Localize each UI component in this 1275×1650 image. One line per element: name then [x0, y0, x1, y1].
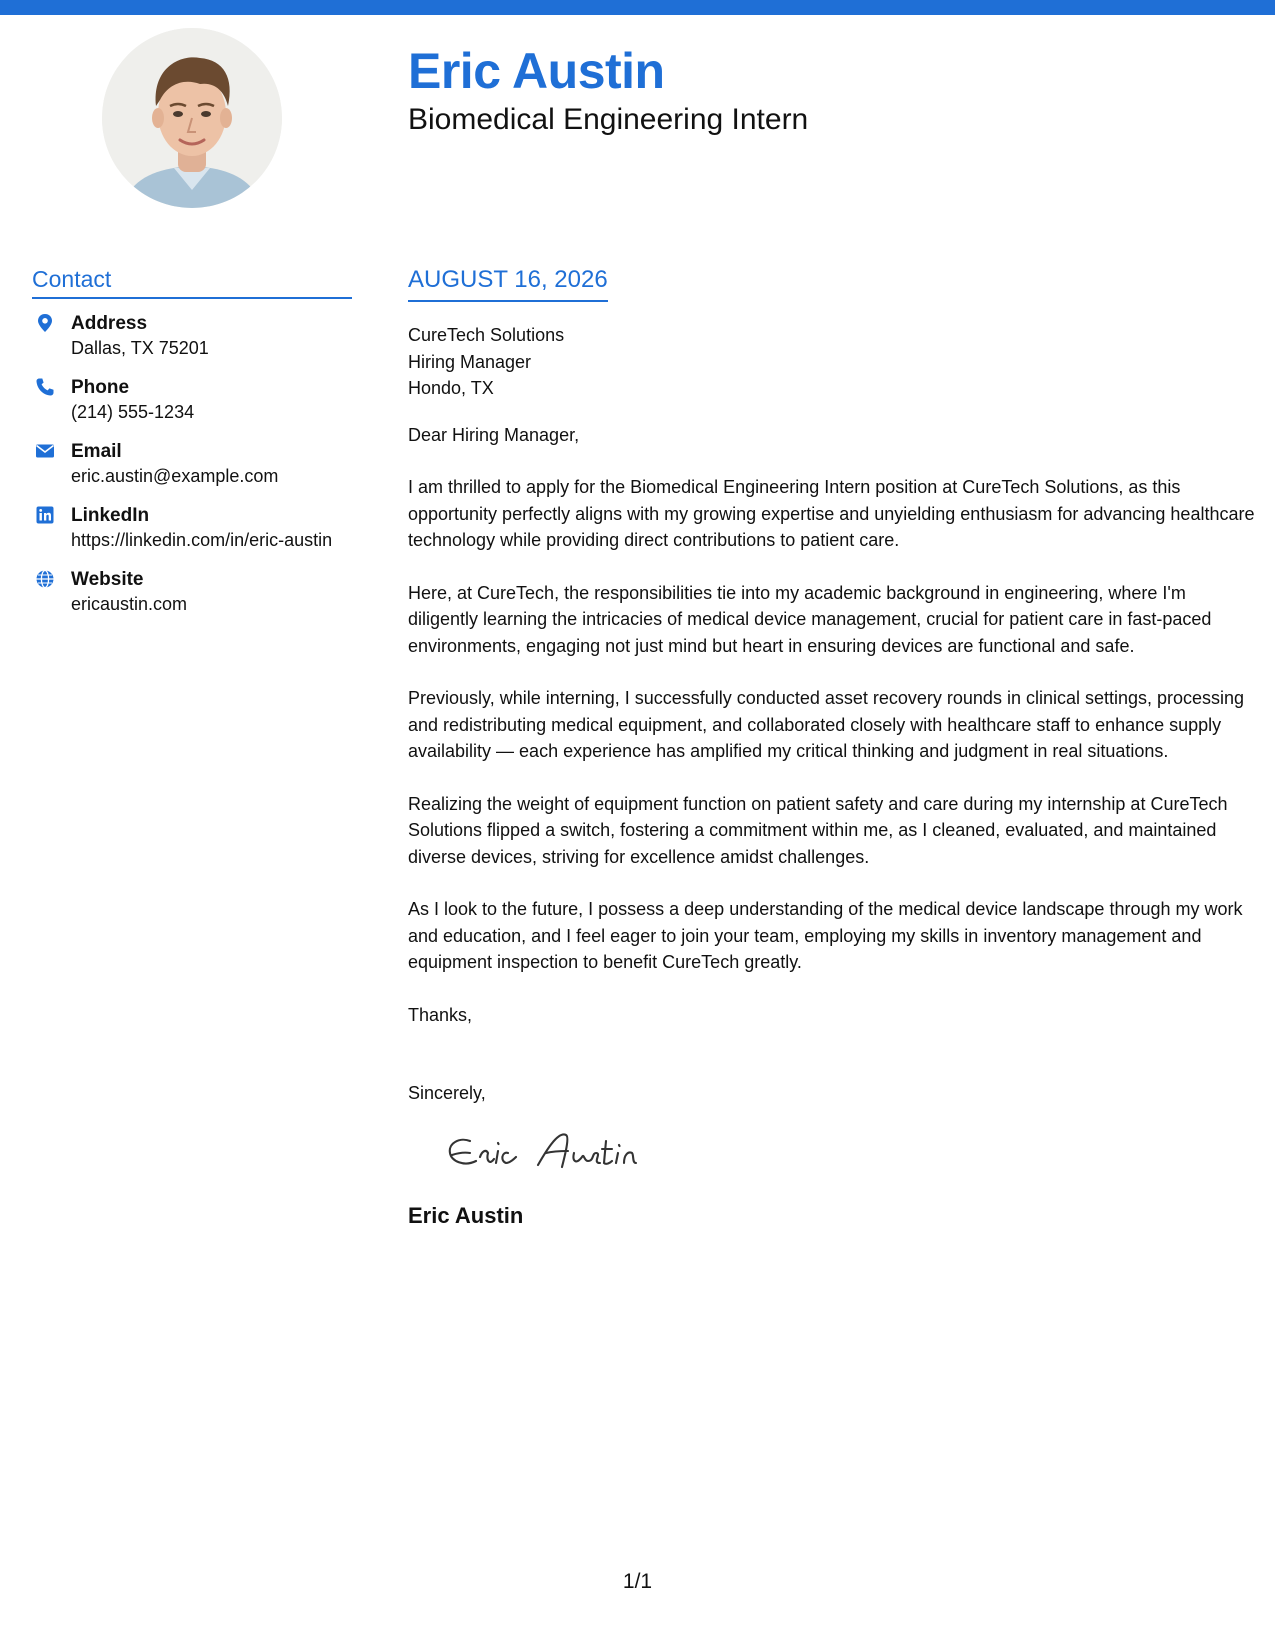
closing-sign-off: Sincerely,: [408, 1083, 486, 1103]
contact-value: Dallas, TX 75201: [71, 338, 209, 358]
contact-value: (214) 555-1234: [71, 402, 195, 422]
contact-item-address: [32, 311, 352, 361]
page-number: 1/1: [622, 1570, 653, 1593]
contact-item-email: [32, 439, 352, 489]
signature-image: [442, 1121, 642, 1189]
contact-item-linkedin: [32, 503, 352, 553]
contact-label: Website: [71, 569, 144, 590]
contact-item-phone: [32, 375, 352, 425]
letter-body: [408, 266, 1258, 1229]
linkedin-icon: [35, 505, 55, 525]
contact-section-title: Contact: [32, 266, 352, 299]
contact-value[interactable]: https://linkedin.com/in/eric-austin: [71, 530, 333, 550]
contact-label: Email: [71, 441, 122, 462]
recipient-block: [408, 322, 1258, 402]
top-accent-bar: [0, 0, 1275, 15]
letter-paragraph: I am thrilled to apply for the Biomedical Engineering Intern position at CureTech Solutions, as this opportunity perfectly aligns with my growing expertise and unyielding enthusiasm for advancing healthcare technology while providing direct contributions to patient care.: [408, 477, 1255, 550]
closing-thanks: Thanks,: [408, 1004, 473, 1025]
recipient-person: Hiring Manager: [408, 351, 532, 372]
contact-sidebar: [32, 266, 352, 631]
letter-paragraph: Realizing the weight of equipment function on patient safety and care during my internship at CureTech Solutions flipped a switch, fostering a commitment within me, as I cleaned, evaluated, and maintained diverse devices, striving for excellence amidst challenges.: [408, 793, 1228, 867]
recipient-location: Hondo, TX: [408, 378, 494, 398]
recipient-company: CureTech Solutions: [408, 325, 565, 345]
avatar: [102, 28, 282, 208]
phone-icon: [35, 377, 55, 397]
contact-value[interactable]: eric.austin@example.com: [71, 466, 279, 486]
contact-item-website: [32, 567, 352, 617]
globe-icon: [35, 569, 55, 589]
contact-label: Phone: [71, 377, 130, 398]
portrait-photo: [102, 28, 282, 208]
handwritten-signature: [442, 1121, 1258, 1189]
letter-date: AUGUST 16, 2026: [408, 266, 608, 302]
applicant-name: Eric Austin: [408, 43, 665, 99]
signed-name: Eric Austin: [408, 1202, 524, 1228]
salutation: Dear Hiring Manager,: [408, 424, 580, 445]
letter-paragraph: Here, at CureTech, the responsibilities tie into my academic background in engineering, where I'm diligently learning the intricacies of medical device management, crucial for patient care in fast-paced environments, engaging not just mind but heart in ensuring devices are functional and safe.: [408, 582, 1212, 656]
contact-value[interactable]: ericaustin.com: [71, 594, 188, 614]
contact-label: Address: [71, 313, 148, 334]
envelope-icon: [35, 441, 55, 461]
contact-label: LinkedIn: [71, 505, 150, 526]
letter-paragraph: Previously, while interning, I successfully conducted asset recovery rounds in clinical settings, processing and redistributing medical equipment, and collaborated closely with healthcare staff to enhance supply availability — each experience has amplified my critical thinking and judgment in real situations.: [408, 688, 1245, 761]
letter-paragraph: As I look to the future, I possess a deep understanding of the medical device landscape through my work and education, and I feel eager to join your team, employing my skills in inventory management and equipment inspection to benefit CureTech greatly.: [408, 899, 1243, 972]
applicant-title: Biomedical Engineering Intern: [408, 103, 809, 136]
location-pin-icon: [35, 313, 55, 333]
